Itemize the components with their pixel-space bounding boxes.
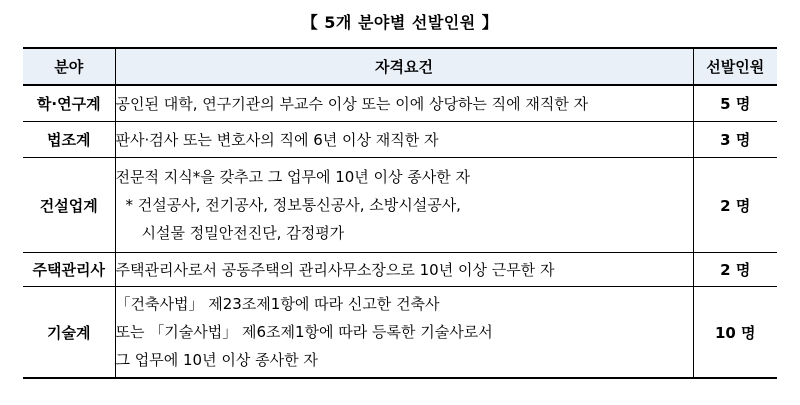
row-field: 건설업계 [23,158,115,253]
row-field: 학·연구계 [23,85,115,122]
requirement-line: 공인된 대학, 연구기관의 부교수 이상 또는 이에 상당하는 직에 재직한 자 [115,94,589,113]
row-requirement [115,158,693,253]
row-field: 기술계 [23,287,115,379]
table-row [23,85,777,122]
header-field: 분야 [23,48,115,85]
table-row [23,253,777,287]
requirement-line: 그 업무에 10년 이상 종사한 자 [115,351,318,369]
selection-table [23,47,777,379]
page-title: 【 5개 분야별 선발인원 】 [301,13,499,32]
row-count: 2 명 [693,253,777,287]
header-requirement: 자격요건 [115,48,693,85]
table-header-row [23,48,777,85]
table-row [23,287,777,379]
row-count: 10 명 [693,287,777,379]
requirement-line: 전문적 지식*을 갖추고 그 업무에 10년 이상 종사한 자 [115,168,471,186]
table-row [23,122,777,158]
row-requirement [115,287,693,379]
row-field: 법조계 [23,122,115,158]
requirement-line: 주택관리사로서 공동주택의 관리사무소장으로 10년 이상 근무한 자 [115,260,555,279]
table-row [23,158,777,253]
header-count: 선발인원 [693,48,777,85]
requirement-line: 「건축사법」 제23조제1항에 따라 신고한 건축사 [115,295,440,313]
row-requirement [115,85,693,122]
requirement-note: * 건설공사, 전기공사, 정보통신공사, 소방시설공사, [125,196,461,214]
requirement-line: 판사·검사 또는 변호사의 직에 6년 이상 재직한 자 [115,130,439,149]
row-field: 주택관리사 [23,253,115,287]
row-requirement [115,122,693,158]
requirement-line: 또는 「기술사법」 제6조제1항에 따라 등록한 기술사로서 [115,323,493,341]
row-count: 2 명 [693,158,777,253]
row-requirement [115,253,693,287]
requirement-note-continued: 시설물 정밀안전진단, 감정평가 [141,224,345,242]
row-count: 5 명 [693,85,777,122]
row-count: 3 명 [693,122,777,158]
